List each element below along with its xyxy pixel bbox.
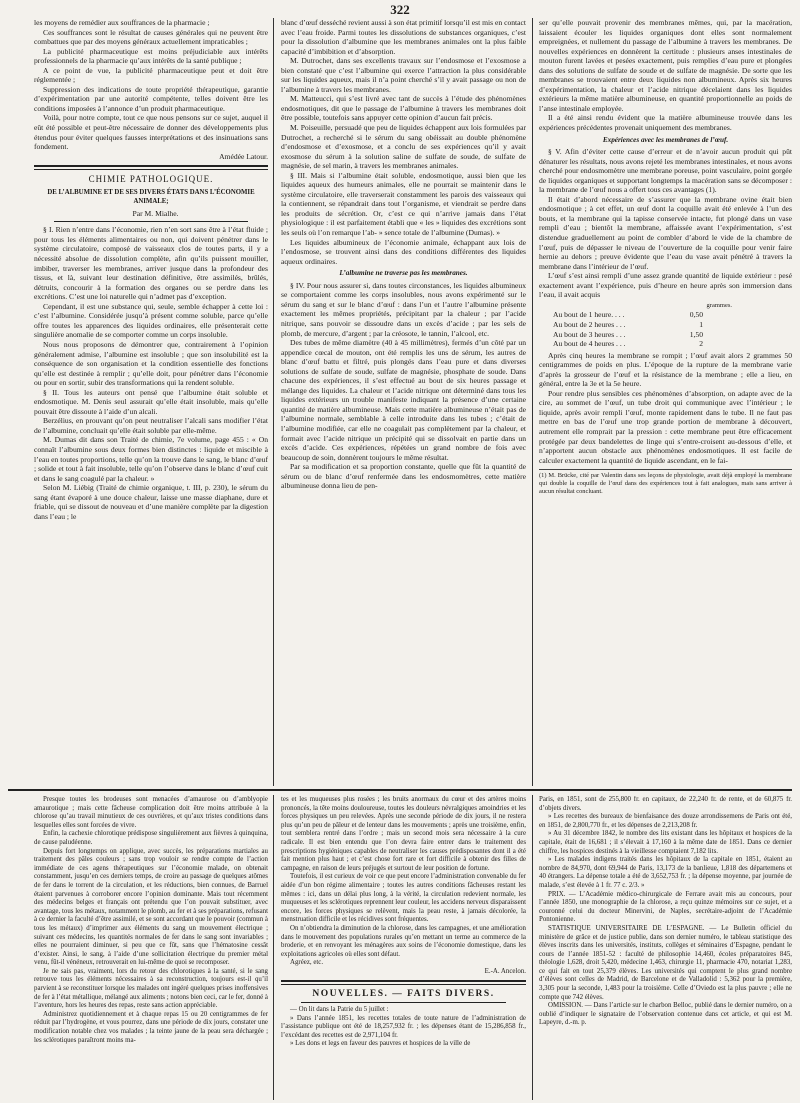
paragraph: Après cinq heures la membrane se rompit ; l’œuf avait alors 2 grammes 50 centigrammes de poids en plus. L’époque de la rupture de la membrane varie d’après la grosseur de l’œuf et la résistance de la membrane ; elle a lieu, en général, entre la 3e et la 5e heure.	[539, 350, 792, 389]
paragraph: Pour rendre plus sensibles ces phénomènes d’absorption, on adapte avec de la cire, au sommet de l’œuf, un tube droit qui communique avec l’intérieur ; le liquide, après avoir rempli l’œuf, monte rapidement dans le tube. Il ne faut pas mettre en bas de l’œuf une trop grande portion de membrane à découvert, autrement elle romprait par la pression : cette membrane peut être efficacement protégée par deux bandelettes de linge qui s’entre-croisent au-dessous d’elle, et n’apportent aucun obstacle aux phénomènes endosmotiques. Il est facile de calculer exactement la quantité de liquide ascendant, en le fai-	[539, 388, 792, 465]
paragraph: Administrez quotidiennement et à chaque repas 15 ou 20 centigrammes de fer réduit par l’hydrogène, et vous pourrez, dans une période de dix jours, constater une modification notable chez vos malades ; la teinte jaune de la peau sera déchargée ; les sclérotiques paraîtront moins ma-	[34, 1010, 268, 1044]
paragraph: § III. Mais si l’albumine était soluble, endosmotique, aussi bien que les liquides aqueux des humeurs animales, elle ne pourrait se maintenir dans le système circulatoire, elle traverserait constamment les parois des vaisseaux qui la contiennent, se répandrait dans tout l’organisme, et viendrait se perdre dans les produits de sécrétion. Or, c’est ce qui n’arrive jamais dans l’état physiologique : il est parfaitement établi que « les » liquides des excrétions sont les seuls où l’on remarque l’ab- » sence totale de l’albumine (Dumas). »	[281, 170, 526, 238]
article-title: DE L’ALBUMINE ET DE SES DIVERS ÉTATS DANS L’ÉCONOMIE ANIMALE;	[47, 188, 255, 206]
paragraph: § V. Afin d’éviter cette cause d’erreur et de n’avoir aucun produit qui pût dénaturer les résultats, nous avons rejeté les membranes intestinales, et nous avons cherché pour endosmomètre une membrane poreuse, point vasculaire, point gorgée de liquides organiques et supportant longtemps la macération sans se décomposer : la membrane de l’œuf nous a offert tous ces avantages (1).	[539, 147, 792, 195]
paragraph: A ce point de vue, la publicité pharmaceutique peut et doit être réglementée ;	[34, 65, 268, 85]
paragraph: Suppression des indications de toute propriété thérapeutique, garantie d’expérimentation par une autorité compétente, telles doivent être les conditions imposées à l’annonce d’un produit pharmaceutique.	[34, 84, 268, 113]
column-rule-top-2	[532, 18, 533, 786]
row-label: Au bout de 2 heures . . .	[553, 319, 626, 329]
paragraph: ser qu’elle pouvait provenir des membranes mêmes, qui, par la macération, laissaient écouler les liquides organiques dont elles sont normalement empreignées, et nullement du passage de l’albumine à travers les membranes. De nouvelles expériences en donnèrent la certitude : plusieurs anses intestinales de mouton furent lavées et pesées exactement, puis remplies d’eau pure et plongées dans des solutions de sulfate de soude et de sulfate de magnésie. De sorte que les membranes se trouvaient entre deux liquides non albumineux. Après six heures d’expérimentation, la chaleur et l’acide nitrique décelaient dans les liquides extérieurs la même matière albumineuse, en quantité proportionnelle au poids de l’anse intestinale employée.	[539, 18, 792, 113]
column-rule-bottom-2	[532, 795, 533, 1100]
paragraph: Selon M. Liébig (Traité de chimie organique, t. III, p. 230), le sérum du sang étant évaporé à une douce chaleur, laisse une masse diaphane, dure et friable, qui se dissout de nouveau et d’une manière complète par la digestion dans l’eau ; le	[34, 483, 268, 521]
paragraph: M. Poiseuille, persuadé que peu de liquides échappent aux lois formulées par Dutrochet, a recherché si le sérum du sang obéissait au double phénomène d’endosmose et d’exosmose, et a conclu de ses expériences qu’il y avait exosmose du sérum à la solution saline de sulfate de soude, de sulfate de magnésie, de sel marin, à travers les membranes animales.	[281, 123, 526, 171]
paragraph: Paris, en 1851, sont de 255,800 fr. en capitaux, de 22,240 fr. de rente, et de 60,875 fr. d’objets divers.	[539, 796, 792, 812]
paragraph: Presque toutes les brodeuses sont menacées d’amaurose ou d’amblyopie amaurotique ; mais cette fâcheuse complication doit être moins attribuée à la chlorose qu’au travail minutieux de ces ouvrières, et qu’aux tristes conditions dans lesquelles elles sont forcées de vivre.	[34, 796, 268, 829]
paragraph: Cependant, il est une substance qui, seule, semble échapper à cette loi : c’est l’albumine. Considérée jusqu’à présent comme soluble, parce qu’elle offre toutes les apparences des liquides ordinaires, elle présenterait cette singulière anomalie de se comporter comme un corps insoluble.	[34, 301, 268, 340]
paragraph: » Les recettes des bureaux de bienfaisance des douze arrondissemens de Paris ont été, en 1851, de 2,800,770 fr., et les dépenses de 2,213,208 fr.	[539, 813, 792, 829]
section-divider	[281, 980, 526, 985]
paragraph: Des tubes de même diamètre (40 à 45 millimètres), fermés d’un côté par un appendice cœcal de mouton, ont été remplis les uns de sérum, les autres de blanc d’œuf battu et filtré, puis plongés dans l’eau pure et dans diverses solutions de sulfate de soude, sulfate de magnésie, phosphate de soude. Dans chacune des expériences, il s’est effectué au bout de six heures passage et mélange des liquides. La chaleur et l’acide nitrique ont déterminé dans tous les liquides extérieurs un trouble manifeste indiquant la présence d’une certaine quantité de matière albumineuse. Mais cette matière albumineuse n’était pas de l’albumine normale, semblable à celle introduite dans les tubes ; c’était de l’albumine modifiée, car elle ne coagulait pas complètement par la chaleur, et formait avec l’acide nitrique un précipité qui se dissolvait en partie dans un excès d’acide. Ces expériences, répétées un grand nombre de fois avec beaucoup de soin, donnèrent toujours le même résultat.	[281, 338, 526, 462]
paragraph: Nous nous proposons de démontrer que, contrairement à l’opinion généralement admise, l’albumine est insoluble ; que son insolubilité est la conséquence de son organisation et la condition essentielle des fonctions qu’elle est destinée à remplir ; qu’elle doit, pour pénétrer dans l’économie ou pour en sortir, subir des transformations qui la rendent soluble.	[34, 339, 268, 388]
subheading: L’albumine ne traverse pas les membranes.	[339, 269, 468, 278]
paragraph: — On lit dans la Patrie du 5 juillet :	[290, 1006, 389, 1014]
horizontal-rule-middle	[8, 789, 792, 791]
table-row	[553, 310, 703, 320]
row-value: 2	[699, 339, 703, 349]
paragraph: Berzélius, en prouvant qu’on peut neutraliser l’alcali sans modifier l’état de l’albumine, concluait qu’elle était soluble par elle-même.	[34, 416, 268, 435]
paragraph: § II. Tous les auteurs ont pensé que l’albumine était soluble et endosmotique. M. Denis seul assurait qu’elle était insoluble, mais qu’elle pouvait être dissoute à l’aide d’un alcali.	[34, 387, 268, 416]
article-author: Par M. Mialhe.	[132, 208, 179, 218]
row-label: Au bout de 3 heures . . .	[553, 329, 626, 339]
column-rule-top-1	[273, 18, 274, 786]
row-value: 0,50	[689, 310, 703, 320]
section-title: NOUVELLES. — FAITS DIVERS.	[312, 989, 495, 1000]
paragraph: » Dans l’année 1851, les recettes totales de toute nature de l’administration de l’assistance publique ont été de 18,257,932 fr. ; les dépenses étant de 15,286,858 fr., l’excédant des recettes est de 2,971,104 fr.	[281, 1014, 526, 1039]
page-number: 322	[390, 2, 410, 17]
table-row	[553, 339, 703, 349]
row-value: 1	[699, 319, 703, 329]
signature: Amédée Latour.	[219, 151, 268, 161]
paragraph: La publicité pharmaceutique est moins préjudiciable aux intérêts professionnels de la pharmacie qu’aux intérêts de la santé publique ;	[34, 46, 268, 66]
paragraph: PRIX. — L’Académie médico-chirurgicale de Ferrare avait mis au concours, pour l’année 1850, une monographie de la chlorose, a reçu quinze mémoires sur ce sujet, et a couronné celui du docteur Minervini, de Naples, secrétaire-adjoint de l’Académie Pontonienne.	[539, 890, 792, 924]
paragraph: Agréez, etc.	[290, 959, 324, 967]
table-row	[553, 330, 703, 340]
paragraph: Depuis fort longtemps on applique, avec succès, les préparations martiales au traitement des pâles couleurs ; sans trop vouloir se rendre compte de l’action immédiate de ces agens thérapeutiques sur l’économie malade, on obtenait constamment, jusqu’en ces derniers temps, de croire au passage de quelques atômes de fer dans le torrent de la circulation, et les réductions, bien connues, de Barruel étaient parvenues à corroborer encore l’opinion dominante. Mais tout récemment des médecins belges et français ont prétendu que l’on pouvait substituer, avec avantage, tous les métaux, notamment le plomb, au fer et à ses préparations, refusant à ce dernier la faculté d’être assimilé, et se sont accordant que le pouvoir (commun à tous les métaux) d’imprimer aux éléments du sang un mouvement électrique ; suivant ces médecins, les quantités normales de fer dans le sang sont invariables ; elles ne pourraient diminuer, si peu que ce fût, sans que l’hématosine cessât d’exister. Ainsi, le sang, à l’aide d’une sollicitation électrique du premier métal venu, fût-il vénéneux, retrouverait en lui-même de quoi se recomposer.	[34, 847, 268, 967]
signature: E.-A. Ancelon.	[484, 967, 526, 975]
paragraph: Enfin, la cachexie chlorotique prédispose singulièrement aux fièvres à quinquina, de cause paludéenne.	[34, 830, 268, 846]
row-label: Au bout de 4 heures . . .	[553, 339, 626, 349]
column-bottom-middle	[281, 796, 526, 1101]
paragraph: Par sa modification et sa proportion constante, quelle que fût la quantité de sérum ou de blanc d’œuf renfermée dans les endosmomètres, cette matière albumineuse donna lieu de pen-	[281, 462, 526, 491]
paragraph: les moyens de remédier aux souffrances de la pharmacie ;	[34, 18, 210, 27]
paragraph: » Les malades indigens traités dans les hôpitaux de la capitale en 1851, étaient au nombre de 84,970, dont 69,944 de Paris, 13,173 de la banlieue, 1,818 des départemens et 40 étrangers. La dépense totale a été de 3,652,753 fr. ; la dépense moyenne, par journée de malade, s’est élevée à 1 fr. 77 c. 2/3. »	[539, 856, 792, 889]
paragraph: Voilà, pour notre compte, tout ce que nous pensons sur ce sujet, auquel il eût été possible et peut-être nécessaire de donner des développements plus étendus pour éviter quelques fausses interprétations et des insinuations sans fondement.	[34, 113, 268, 152]
divider	[54, 221, 248, 222]
section-divider	[34, 165, 268, 170]
paragraph: tes et les muqueuses plus rosées ; les bruits anormaux du cœur et des artères moins prononcés, la tête moins douloureuse, toutes les douleurs névralgiques amoindries et les forces physiques un peu relevées. Après une seconde période de dix jours, il ne restera plus qu’un peu de pâleur et de lenteur dans les mouvements ; après une troisième, enfin, tout semblera rentré dans l’ordre ; mais un second mois sera nécessaire à la cure radicale. Il est bien entendu que l’on devra faire entrer dans le traitement des prescriptions hygiéniques capables de neutraliser les causes prédisposantes dont il a été fait mention plus haut ; et c’est chose fort rare et fort difficile à obtenir des filles de campagne, en raison de leurs préjugés et surtout de leur position de fortune.	[281, 796, 526, 872]
column-top-middle	[281, 18, 526, 788]
column-top-right	[539, 18, 792, 788]
column-bottom-left	[34, 796, 268, 1101]
paragraph: blanc d’œuf desséché revient aussi à son état primitif lorsqu’il est mis en contact avec l’eau froide. Parmi toutes les dissolutions de substances organiques, c’est pour la dissolution d’albumine que les membranes animales ont la plus faible capacité d’imbibition et d’absorption.	[281, 18, 526, 56]
paragraph: Toutefois, il est curieux de voir ce que peut encore l’administration convenable du fer aidée d’un bon régime alimentaire ; toutes les autres conditions fâcheuses restant les mêmes : ici, dans un délai plus long, à la vérité, la circulation redevient normale, les muqueuses et les sclérotiques reprennent leur couleur, les accidens nerveux disparaissent encore, les forces physiques se relèvent, mais la peau reste, à jamais décolorée, la menstruation difficile et les récidives sont fréquentes.	[281, 873, 526, 924]
paragraph: M. Matteucci, qui s’est livré avec tant de succès à l’étude des phénomènes endosmotiques, dit que le passage de l’albumine à travers les membranes doit être possible, toutefois sans appuyer cette opinion d’aucun fait précis.	[281, 94, 526, 123]
paragraph: » Au 31 décembre 1842, le nombre des lits existant dans les hôpitaux et hospices de la capitale, était de 16,681 ; il s’élevait à 17,160 à la même date de 1851. Dans ce dernier chiffre, les hospices destinés à la vieillesse comptaient 7,182 lits.	[539, 830, 792, 855]
paragraph: Il était d’abord nécessaire de s’assurer que la membrane ovine était bien endosmotique ; à cet effet, un œuf dont la coquille avait été enlevée à l’un des bouts, et la membrane qui la tapisse conservée intacte, fut plongé dans un vase rempli d’eau ; bientôt la membrane, affaissée avant l’expérimentation, s’est distendue graduellement au point de combler d’abord le vide de la chambre de l’œuf, puis de dépasser le niveau de l’ouverture de la coquille pour venir faire hernie au dehors ; preuve évidente que l’eau du vase avait pénétré à travers la membrane dans l’intérieur de l’œuf.	[539, 194, 792, 271]
paragraph: STATISTIQUE UNIVERSITAIRE DE L’ESPAGNE. — Le Bulletin officiel du ministère de grâce et de justice publie, dans son dernier numéro, le tableau statistique des élèves inscrits dans les universités, instituts, collèges et séminaires d’Espagne, pendant le cours de l’année 1851-52 : faculté de philosophie 14,460, écoles préparatoires 845, théologie 1,628, droit 5,420, médecine 1,463, chirurgie 11, pharmacie 470, notariat 1,283, ce qui fait en tout 25,379 élèves. Les universités qui comptent le plus grand nombre d’élèves sont celles de Madrid, de Barcelone et de Valladolid : 5,362 pour la première, 3,305 pour la seconde, 1,483 pour la troisième. Celle d’Oviedo est la plus pauvre ; elle ne compte que 742 élèves.	[539, 924, 792, 1001]
divider	[301, 1002, 506, 1003]
section-title: CHIMIE PATHOLOGIQUE.	[88, 174, 214, 185]
paragraph: OMISSION. — Dans l’article sur le charbon Belloc, publié dans le dernier numéro, on a oublié d’indiquer le signataire de l’observation contenue dans cet article, et qui est M. Lapeyre, d.-m. p.	[539, 1002, 792, 1027]
subheading: Expériences avec les membranes de l’œuf.	[602, 135, 729, 144]
paragraph: Il a été ainsi rendu évident que la matière albumineuse trouvée dans les expériences précédentes provenait uniquement des membranes.	[539, 113, 792, 133]
weight-table	[553, 301, 792, 349]
paragraph: Ces souffrances sont le résultat de causes générales qui ne peuvent être combattues que par des moyens généraux actuellement impraticables ;	[34, 27, 268, 47]
paragraph: § I. Rien n’entre dans l’économie, rien n’en sort sans être à l’état fluide ; pour tous les éléments alimentaires ou non, qui doivent pénétrer dans le système circulatoire, composé de vaisseaux clos de toutes parts, il y a nécessité absolue de dissolution complète, afin qu’ils puissent mouiller, imbiber, traverser les membranes, arriver jusque dans la profondeur des tissus, et là, suivant leur destination définitive, être assimilés, brûlés, détruits, concourir à la formation des organes ou se perdre dans les excrétions. C’est une loi naturelle qui n’admet pas d’exception.	[34, 225, 268, 302]
column-top-left	[34, 18, 268, 788]
paragraph: § IV. Pour nous assurer si, dans toutes circonstances, les liquides albumineux se comportaient comme les corps insolubles, nous avons expérimenté sur le sérum du sang et sur le blanc d’œuf : dans l’un et l’autre l’albumine présente exactement les mêmes propriétés, précipitant par la chaleur ; par l’acide nitrique, sans pouvoir se dissoudre dans un excès d’acide ; par les sels de plomb, de mercure, d’argent ; par la créosote, le tannin, l’alcool, etc.	[281, 280, 526, 338]
paragraph: L’œuf s’est ainsi rempli d’une assez grande quantité de liquide extérieur : pesé exactement avant l’expérience, puis d’heure en heure après son immersion dans l’eau, il avait acquis	[539, 271, 792, 300]
column-rule-bottom-1	[273, 795, 274, 1100]
footnote: (1) M. Brücke, cité par Valentin dans ses leçons de physiologie, avait déjà employé la membrane qui double la coquille de l’œuf dans des expériences tout à fait analogues, mais sans arriver à aucun résultat concluant.	[539, 469, 792, 496]
column-bottom-right	[539, 796, 792, 1101]
table-row	[553, 320, 703, 330]
paragraph: » Les dons et legs en faveur des pauvres et hospices de la ville de	[290, 1040, 471, 1048]
table-unit: grammes.	[706, 301, 732, 309]
paragraph: M. Dutrochet, dans ses excellents travaux sur l’endosmose et l’exosmose a bien constaté que c’est l’albumine qui exerce l’attraction la plus considérable sur les liquides aqueux, mais il n’a point cherché s’il y avait passage ou non de l’albumine à travers les membranes.	[281, 56, 526, 94]
paragraph: M. Dumas dit dans son Traité de chimie, 7e volume, page 455 : « On connaît l’albumine sous deux formes bien distinctes : liquide et miscible à l’eau en toutes proportions, telle qu’on la trouve dans le sang, le blanc d’œuf ; solide et tout à fait insoluble, telle qu’on l’observe dans le blanc d’œuf cuit et dans le sang coagulé par la chaleur. »	[34, 435, 268, 483]
paragraph: Je ne sais pas, vraiment, lors du retour des chlorotiques à la santé, si le sang retrouve tous les éléments nécessaires à sa reconstruction, toujours est-il qu’il parvient à se reconstituer lorsque les malades ont ingéré quelques prises inoffensives de fer à l’état métallique, mélangé aux aliments ; notons bien ceci, car le fer, donné à l’aventure, hors les heures des repas, reste sans action appréciable.	[34, 967, 268, 1010]
paragraph: On n’obtiendra la diminution de la chlorose, dans les campagnes, et une amélioration dans le mouvement des populations rurales qu’en mettant un terme au commerce de la broderie, et en renvoyant les ménagères aux soins de l’économie domestique, dans les exploitations agricoles où elles sont défaut.	[281, 924, 526, 958]
row-label: Au bout de 1 heure. . . .	[553, 310, 625, 320]
row-value: 1,50	[689, 329, 703, 339]
paragraph: Les liquides albumineux de l’économie animale, échappant aux lois de l’endosmose, se trouvent ainsi dans des conditions différentes des liquides aqueux ordinaires.	[281, 237, 526, 266]
